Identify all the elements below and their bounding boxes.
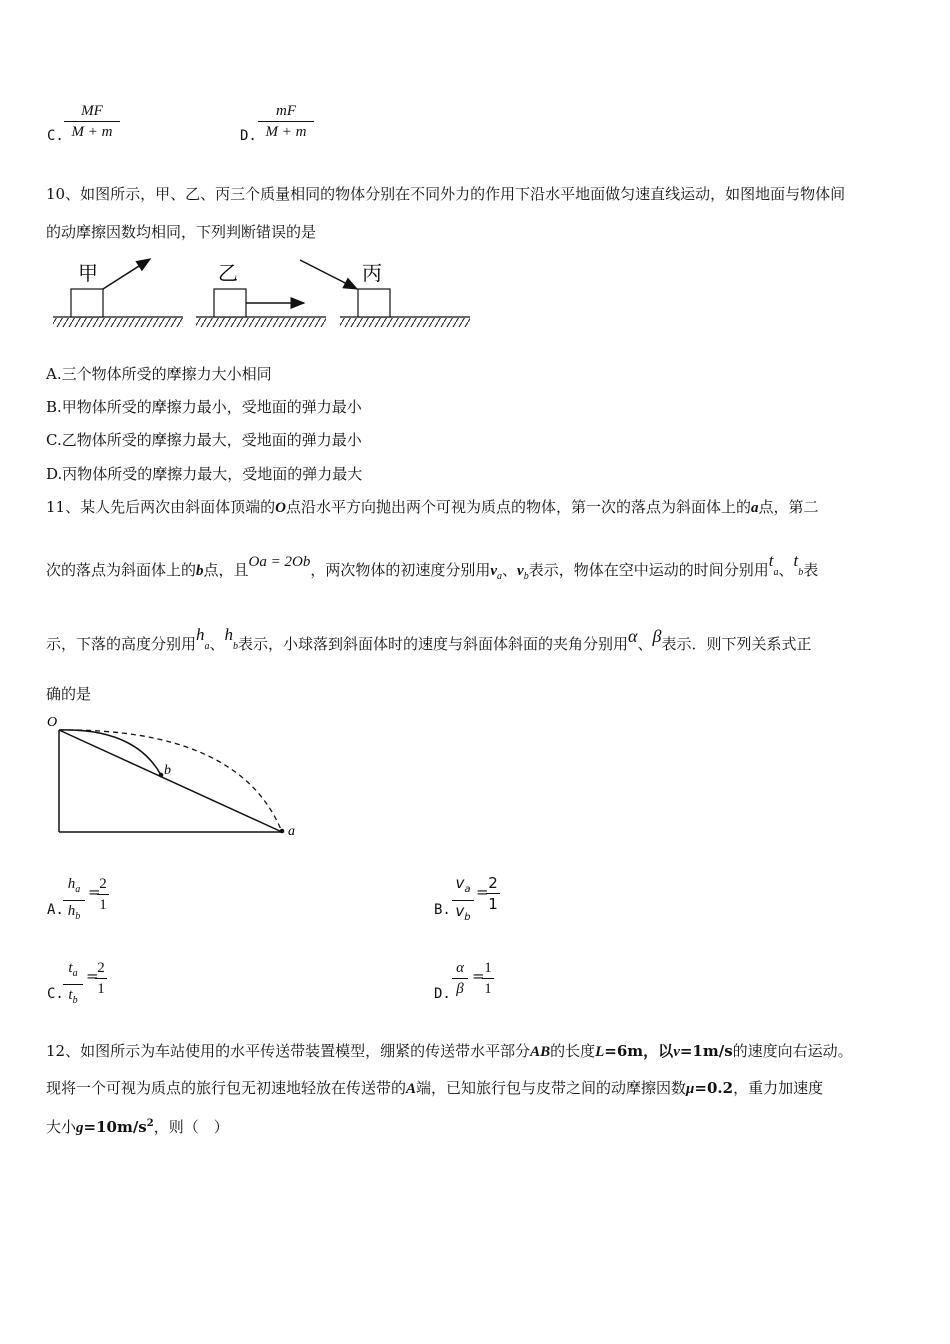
q11-stem-line2: 次的落点为斜面体上的b点，且Oa = 2Ob，两次物体的初速度分别用$v_a$、$v_b$表示，物体在空中运动的时间分别用$t_a$、$t_b$表 xyxy=(46,551,819,582)
fraction-left: $h_a$ $h_b$ xyxy=(63,874,85,927)
fraction-right: 2 1 xyxy=(95,958,107,999)
q12-stem-line1: 12、如图所示为车站使用的水平传送带装置模型，绷紧的传送带水平部分AB的长度L=6m，以v=1m/s的速度向右运动。 xyxy=(46,1042,853,1060)
fraction-left: $v_a$ $v_b$ xyxy=(452,873,474,928)
label-bing: 丙 xyxy=(362,263,382,285)
fraction xyxy=(64,101,120,142)
q11-incline-figure xyxy=(40,710,310,840)
denominator: M + m xyxy=(71,124,113,140)
denominator: M + m xyxy=(265,124,307,140)
option-label: A. xyxy=(47,902,64,918)
fraction-right: 2 1 xyxy=(486,873,500,914)
option-label: C. xyxy=(47,986,64,1002)
fraction-right: 1 1 xyxy=(482,958,494,999)
q12-stem-line3: 大小$g=10m/s^2$，则（ ） xyxy=(46,1118,229,1136)
q12-stem-line2: 现将一个可视为质点的旅行包无初速地轻放在传送带的A端，已知旅行包与皮带之间的动摩擦因数μ=0.2，重力加速度 xyxy=(46,1079,824,1097)
label-jia: 甲 xyxy=(78,263,98,285)
numerator: mF xyxy=(276,103,296,119)
q10-figure xyxy=(48,252,473,334)
point-b-label: b xyxy=(164,763,171,778)
q10-option-b: B.甲物体所受的摩擦力最小，受地面的弹力最小 xyxy=(46,398,362,416)
option-label: C. xyxy=(47,128,64,144)
point-o-label: O xyxy=(47,715,58,730)
fraction-right: 2 1 xyxy=(97,874,109,915)
q10-stem-line2: 的动摩擦因数均相同，下列判断错误的是 xyxy=(46,223,317,241)
equation-oa-2ob: Oa = 2Ob xyxy=(248,554,311,570)
option-label: D. xyxy=(434,986,451,1002)
ground-yi xyxy=(196,263,326,327)
q10-option-a: A.三个物体所受的摩擦力大小相同 xyxy=(46,365,272,383)
q11-stem-line4: 确的是 xyxy=(46,685,92,703)
q10-option-c: C.乙物体所受的摩擦力最大，受地面的弹力最小 xyxy=(46,431,362,449)
label-yi: 乙 xyxy=(218,263,238,285)
point-a-label: a xyxy=(288,824,295,839)
fraction xyxy=(258,101,314,142)
block-yi xyxy=(214,289,246,317)
numerator: MF xyxy=(81,103,103,119)
block-bing xyxy=(358,289,390,317)
fraction-left: α β xyxy=(452,958,468,999)
q10-stem-line1: 10、如图所示，甲、乙、丙三个质量相同的物体分别在不同外力的作用下沿水平地面做匀速直线运动，如图地面与物体间 xyxy=(46,185,846,203)
fraction-left: $t_a$ $t_b$ xyxy=(63,958,83,1011)
option-label: B. xyxy=(434,902,451,918)
block-jia xyxy=(71,289,103,317)
ground-jia xyxy=(53,259,183,327)
q11-stem-line1: 11、某人先后两次由斜面体顶端的O点沿水平方向抛出两个可视为质点的物体，第一次的落点为斜面体上的a点，第二 xyxy=(46,498,819,516)
q10-option-d: D.丙物体所受的摩擦力最大，受地面的弹力最大 xyxy=(46,465,363,483)
q11-stem-line3: 示，下落的高度分别用$h_a$、$h_b$表示，小球落到斜面体时的速度与斜面体斜面的夹角分别用α、β表示．则下列关系式正 xyxy=(46,625,812,653)
option-label: D. xyxy=(240,128,257,144)
